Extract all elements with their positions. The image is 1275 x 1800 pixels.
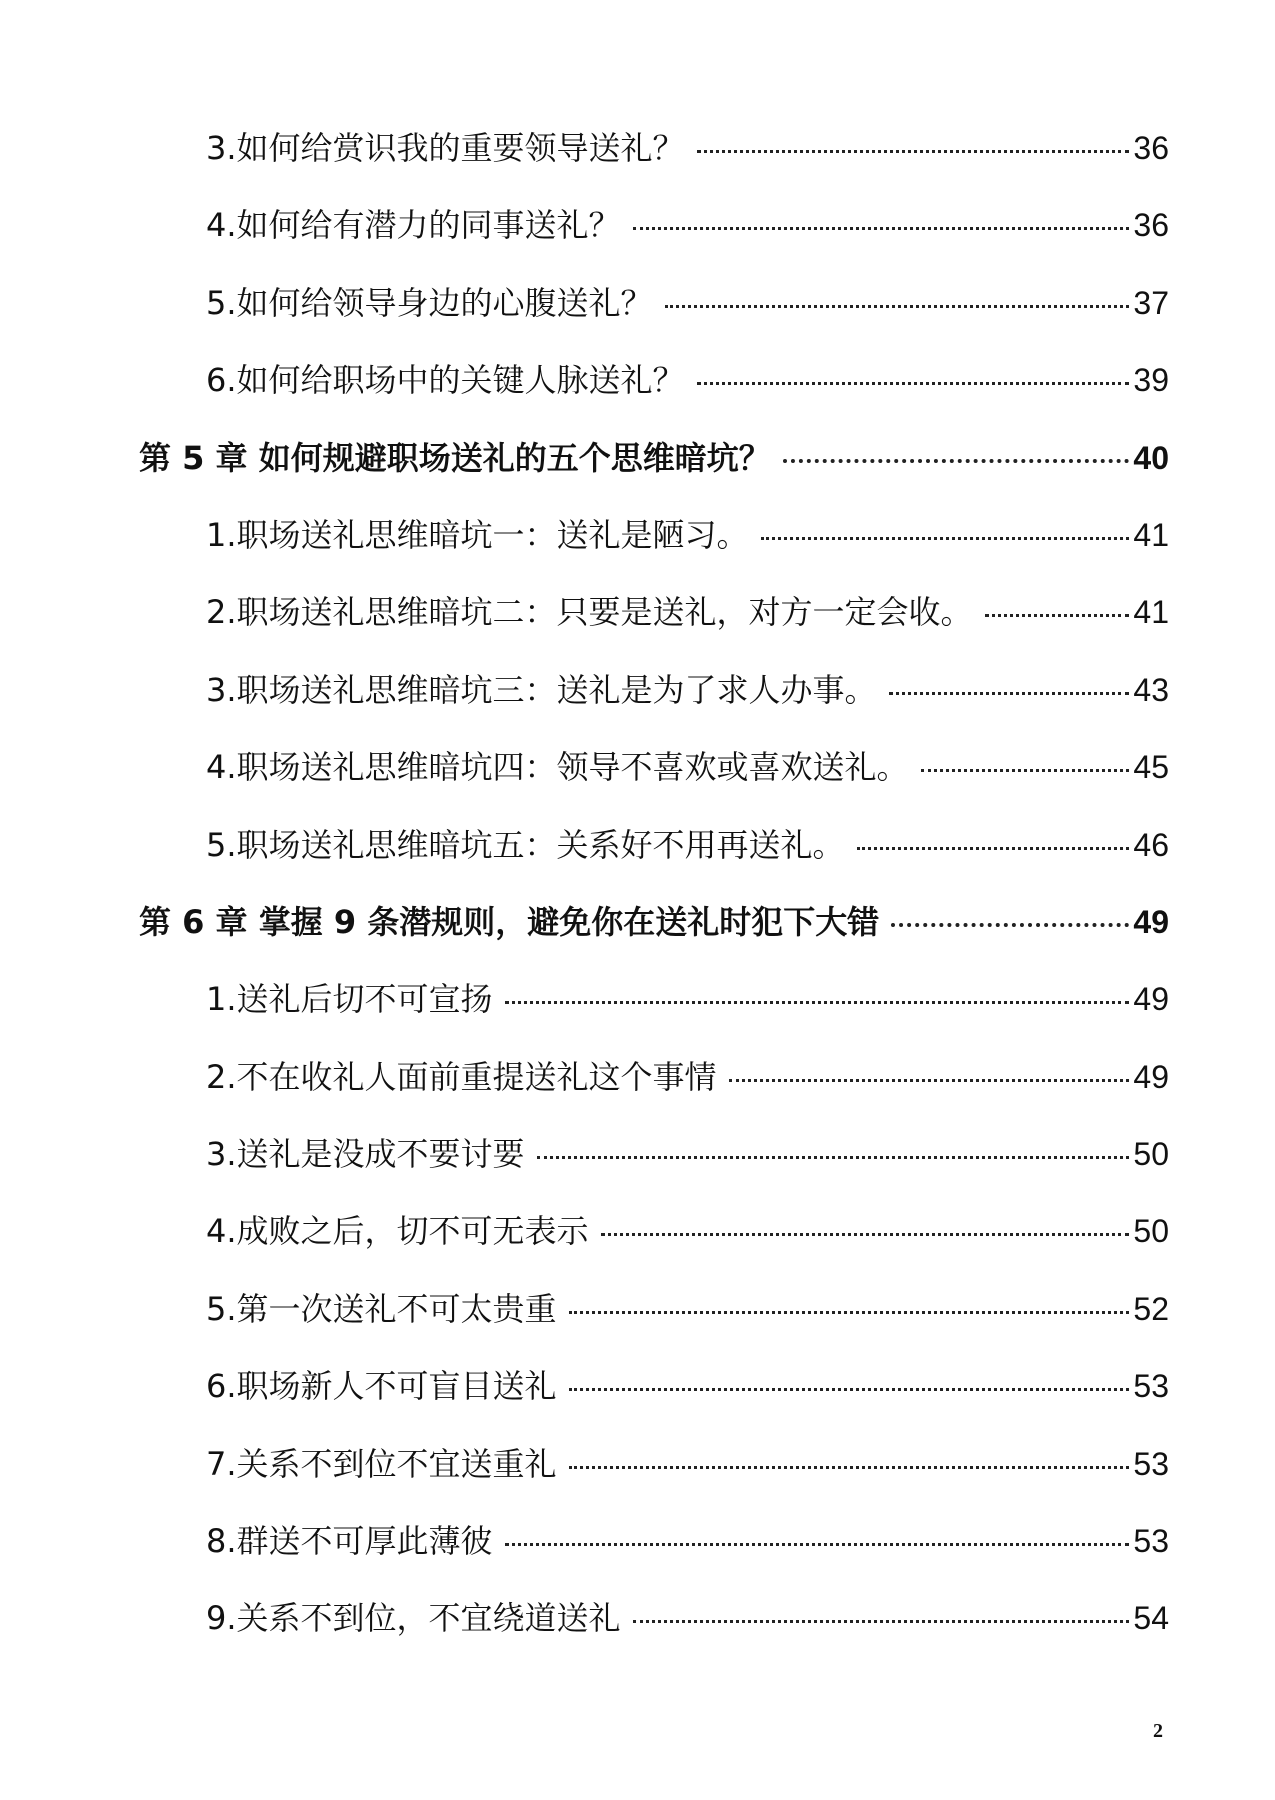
toc-entry[interactable] (206, 652, 1169, 729)
toc-entry[interactable] (206, 729, 1169, 806)
toc-entry-page: 52 (1133, 1290, 1169, 1327)
toc-entry-title: 1.职场送礼思维暗坑一：送礼是陋习。 (206, 515, 749, 554)
toc-entry[interactable] (206, 1271, 1169, 1348)
toc-entry-page: 53 (1133, 1368, 1169, 1405)
dot-leader (857, 847, 1130, 850)
toc-entry-title: 7.关系不到位不宜送重礼 (206, 1444, 557, 1483)
toc-chapter-entry[interactable] (139, 884, 1169, 961)
toc-entry-title: 8.群送不可厚此薄彼 (206, 1522, 493, 1561)
dot-leader (761, 537, 1130, 540)
toc-entry[interactable] (206, 574, 1169, 651)
toc-entry-title: 3.送礼是没成不要讨要 (206, 1135, 525, 1174)
toc-entry-page: 53 (1133, 1445, 1169, 1482)
toc-entry-title: 9.关系不到位，不宜绕道送礼 (206, 1599, 621, 1638)
toc-chapter-entry[interactable] (139, 420, 1169, 497)
dot-leader (697, 382, 1130, 385)
toc-entry-page: 39 (1133, 362, 1169, 399)
toc-entry-title: 4.成败之后，切不可无表示 (206, 1212, 589, 1251)
toc-entry[interactable] (206, 110, 1169, 187)
toc-entry-title: 2.职场送礼思维暗坑二：只要是送礼，对方一定会收。 (206, 593, 973, 632)
toc-entry-page: 50 (1133, 1136, 1169, 1173)
dot-leader (569, 1388, 1130, 1391)
toc-entry[interactable] (206, 1503, 1169, 1580)
dot-leader (889, 692, 1130, 695)
toc-entry[interactable] (206, 1039, 1169, 1116)
toc-chapter-title: 第 5 章 如何规避职场送礼的五个思维暗坑？ (139, 438, 771, 477)
dot-leader (697, 150, 1130, 153)
toc-entry[interactable] (206, 1116, 1169, 1193)
toc-entry-page: 49 (1133, 1058, 1169, 1095)
toc-entry-page: 49 (1133, 981, 1169, 1018)
toc-entry-page: 41 (1133, 594, 1169, 631)
dot-leader (633, 1620, 1130, 1623)
toc-entry[interactable] (206, 265, 1169, 342)
dot-leader (505, 1543, 1130, 1546)
dot-leader (569, 1311, 1130, 1314)
toc-entry-title: 4.如何给有潜力的同事送礼？ (206, 206, 621, 245)
toc-entry[interactable] (206, 497, 1169, 574)
toc-entry[interactable] (206, 1348, 1169, 1425)
toc-entry-title: 2.不在收礼人面前重提送礼这个事情 (206, 1057, 717, 1096)
toc-entry-page: 53 (1133, 1523, 1169, 1560)
dot-leader (921, 769, 1130, 772)
dot-leader (505, 1001, 1130, 1004)
toc-entry-title: 5.第一次送礼不可太贵重 (206, 1289, 557, 1328)
toc-entry-page: 36 (1133, 207, 1169, 244)
toc-entry-title: 3.职场送礼思维暗坑三：送礼是为了求人办事。 (206, 670, 877, 709)
toc-entry-page: 46 (1133, 826, 1169, 863)
toc-entry-title: 6.职场新人不可盲目送礼 (206, 1367, 557, 1406)
toc-entry-page: 45 (1133, 749, 1169, 786)
toc-entry-title: 5.职场送礼思维暗坑五：关系好不用再送礼。 (206, 825, 845, 864)
toc-entry-page: 54 (1133, 1600, 1169, 1637)
toc-chapter-page: 49 (1133, 903, 1169, 940)
toc-entry[interactable] (206, 961, 1169, 1038)
dot-leader (729, 1079, 1130, 1082)
dot-leader (569, 1466, 1130, 1469)
toc-entry-title: 3.如何给赏识我的重要领导送礼？ (206, 129, 685, 167)
dot-leader (601, 1233, 1130, 1236)
dot-leader (891, 923, 1129, 927)
dot-leader (633, 227, 1130, 230)
dot-leader (665, 305, 1130, 308)
toc-entry[interactable] (206, 1193, 1169, 1270)
toc-entry-page: 37 (1133, 284, 1169, 321)
dot-leader (985, 614, 1130, 617)
toc-entry-page: 43 (1133, 671, 1169, 708)
toc-chapter-page: 40 (1133, 439, 1169, 476)
toc-entry-page: 41 (1133, 516, 1169, 553)
toc-entry-title: 4.职场送礼思维暗坑四：领导不喜欢或喜欢送礼。 (206, 748, 909, 787)
toc-entry[interactable] (206, 342, 1169, 419)
dot-leader (537, 1156, 1130, 1159)
toc-entry-page: 36 (1133, 130, 1169, 166)
toc-chapter-title: 第 6 章 掌握 9 条潜规则，避免你在送礼时犯下大错 (139, 902, 880, 941)
toc-entry[interactable] (206, 187, 1169, 264)
toc-entry[interactable] (206, 1580, 1169, 1657)
toc-entry[interactable] (206, 1426, 1169, 1503)
table-of-contents (0, 110, 1275, 1658)
toc-entry[interactable] (206, 807, 1169, 884)
toc-entry-title: 5.如何给领导身边的心腹送礼？ (206, 283, 653, 322)
toc-entry-title: 1.送礼后切不可宣扬 (206, 980, 493, 1019)
page-number: 2 (1153, 1720, 1163, 1742)
toc-entry-page: 50 (1133, 1213, 1169, 1250)
dot-leader (783, 459, 1130, 463)
toc-entry-title: 6.如何给职场中的关键人脉送礼？ (206, 361, 685, 400)
